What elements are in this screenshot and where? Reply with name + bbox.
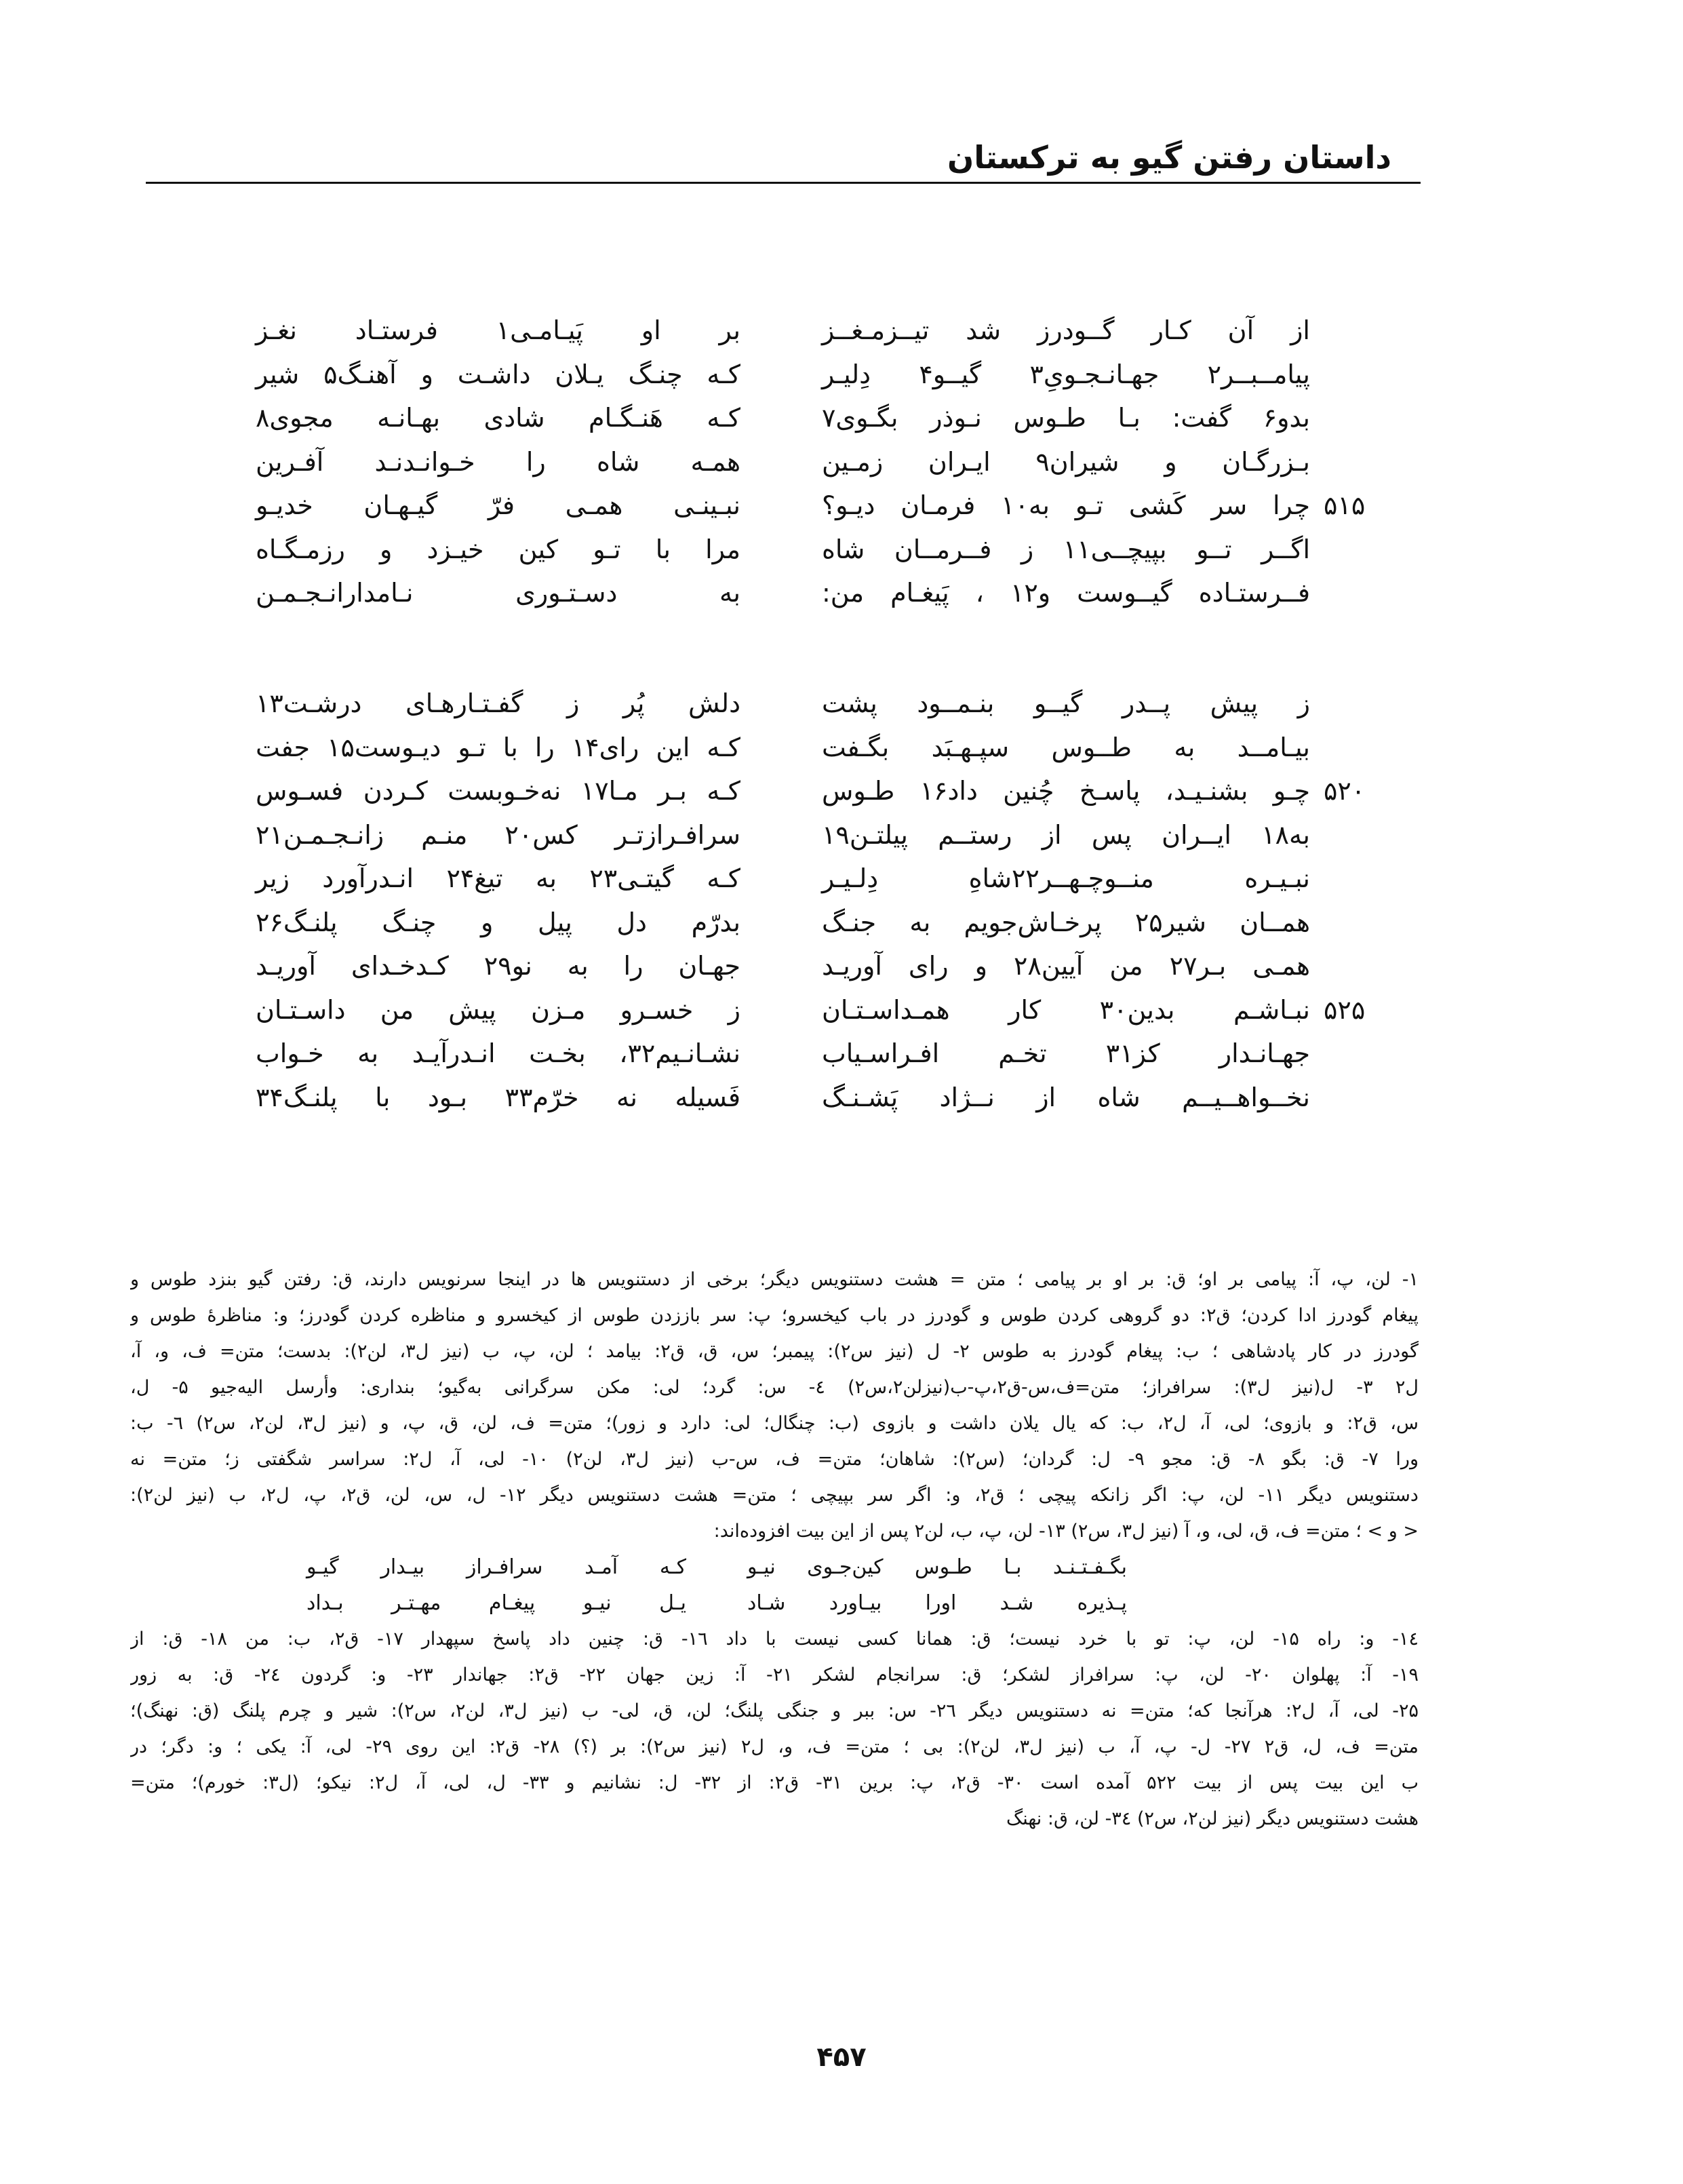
hemistich-second: به دسـتـوری نـامدارانـجـمـن: [256, 578, 740, 608]
hemistich-first: نبـیـره منــوچـهــر۲۲شاهِ دِلـیـر: [822, 863, 1310, 893]
hemistich-second: کـه هَنـگـام شادی بهـانـه مجوی۸: [256, 403, 740, 433]
couplet: [0, 1032, 1683, 1075]
footnote-line: ورا ۷- ق: بگو ۸- ق: مجو ۹- ل: گردان؛ (س۲): شاهان؛ متن= ف، س-ب (نیز ل۳، لن۲) ۱۰- لی، آ، ل۲: سراسر شگفتی ز؛ متن= نه: [130, 1449, 1419, 1470]
hemistich-second: یـل نیـو پیغـام مهـتـر بـداد: [306, 1591, 686, 1615]
couplet: [0, 857, 1683, 900]
couplet: [0, 353, 1683, 396]
footnote-line: ۲۵- لی، آ، ل۲: هرآنجا که؛ متن= نه دستنویس دیگر ۲٦- س: ببر و جنگی پلنگ؛ لن، ق، لی- ب (نیز ل۳، لن۲، س۲): شیر و چرم پلنگ (ق: نهنگ)؛: [130, 1700, 1419, 1721]
header-rule: [146, 182, 1421, 184]
hemistich-first: بدو۶ گفت: بـا طـوس نـوذر بگـوی۷: [822, 403, 1310, 433]
footnote-line: ۱۹- آ: پهلوان ۲۰- لن، پ: سرافراز لشکر؛ ق: سرانجام لشکر ۲۱- آ: زین جهان ۲۲- ق۲: جهاندار ۲۳- و: گردون ۲٤- ق: به زور: [130, 1664, 1419, 1685]
hemistich-second: کـه چنـگ یـلان داشـت و آهنـگ۵ شیر: [256, 359, 740, 389]
hemistich-second: جهـان را به نو۲۹ کـدخـدای آوریـد: [256, 951, 740, 981]
footnote-added-verse: [130, 1585, 1419, 1621]
footnote-line: دستنویس دیگر ۱۱- لن، پ: اگر زانکه پیچی ؛ ق۲، و: اگر سر بپیچی ؛ متن= هشت دستنویس دیگر ۱۲- ل، س، لن، ق۲، پ، ل۲، ب (نیز لن۲):: [130, 1485, 1419, 1506]
hemistich-second: نبـینـی همـی فرّ گیـهـان خدیـو: [256, 490, 740, 520]
hemistich-first: پـذیره شـد اورا بیـاورد شـاد: [747, 1591, 1127, 1615]
footnote-line: ب این بیت پس از بیت ۵۲۲ آمده است ۳۰- ق۲، پ: برین ۳۱- ق۲: از ۳۲- ل: نشانیم و ۳۳- ل، لی، آ، ل۲: نیکو؛ (ل۳: خورم)؛ متن=: [130, 1772, 1419, 1793]
hemistich-second: مرا با تـو کین خیـزد و رزمـگـاه: [256, 534, 740, 564]
footnote-line: پیغام گودرز ادا کردن؛ ق۲: دو گروهی کردن طوس و گودرز در باب کیخسرو؛ پ: سر باززدن طوس از کیخسرو و مناظره کردن گودرز؛ و: مناظرهٔ طوس و: [130, 1305, 1419, 1326]
hemistich-second: کـه گیتـی۲۳ به تیغ۲۴ انـدرآورد زیر: [256, 863, 741, 893]
couplet: [0, 944, 1683, 988]
hemistich-first: نخــواهــیــم شاه از نــژاد پَشـنـگ: [822, 1082, 1310, 1112]
hemistich-first: پیامــبــر۲ جهـانـجـویِ۳ گیــو۴ دِلیـر: [822, 359, 1310, 389]
footnote-line: ل۲ ۳- ل(نیز ل۳): سرافراز؛ متن=ف،س-ق۲،پ-ب(نیزلن۲،س۲) ٤- س: گرد؛ لی: مکن سرگرانی به‌گیو؛ بنداری: وأرسل الیه‌جیو ۵- ل،: [130, 1377, 1419, 1398]
footnote-line: متن= ف، ل، ق۲ ۲۷- ل- پ، آ، ب (نیز ل۳، لن۲): بی ؛ متن= ف، و، ل۲ (نیز س۲): بر (؟) ۲۸- ق۲: این روی ۲۹- لی، آ: یکی ؛ و: دگر؛ در: [130, 1736, 1419, 1757]
hemistich-first: اگــر تــو بپیچــی۱۱ ز فــرمــان شاه: [822, 534, 1310, 564]
footnotes: [130, 1262, 1419, 1837]
hemistich-first: فــرستـاده گیــوست و۱۲ ، پَیغـام من:: [822, 578, 1310, 608]
hemistich-first: چـو بشنـیـد، پاسـخ چُنین داد۱۶ طـوس: [822, 776, 1310, 806]
hemistich-first: چرا سر کَشی تـو به۱۰ فرمـان دیـو؟: [822, 490, 1310, 520]
hemistich-first: به۱۸ ایــران پس از رستــم پیلتـن۱۹: [822, 819, 1310, 850]
couplet: [0, 682, 1683, 725]
hemistich-first: همــان شیر۲۵ پرخـاش‌جویم به جنـگ: [822, 907, 1310, 937]
couplet: [0, 1076, 1683, 1119]
couplet: [0, 901, 1683, 944]
footnote-line: گودرز در کار پادشاهی ؛ ب: پیغام گودرز به طوس ۲- ل (نیز س۲): پیمبر؛ س، ق، ق۲: بیامد ؛ لن، پ، ب (نیز ل۳، لن۲): بدست؛ متن= ف، و، آ،: [130, 1341, 1419, 1362]
couplet: [0, 484, 1683, 527]
hemistich-first: از آن کـار گــودرز شد تیــزمـغــز: [822, 315, 1310, 345]
couplet: [0, 726, 1683, 769]
hemistich-second: فَسیله نه خرّم۳۳ بـود با پلنـگ۳۴: [256, 1082, 740, 1112]
footnote-line: ۱٤- و: راه ۱۵- لن، پ: تو با خرد نیست؛ ق: همانا کسی نیست با داد ۱٦- ق: چنین داد پاسخ سپهدار ۱۷- ق۲، ب: من ۱۸- ق: از: [130, 1629, 1419, 1650]
hemistich-first: ز پیش پــدر گیــو بنـمــود پشت: [822, 688, 1310, 718]
couplet: [0, 988, 1683, 1032]
couplet: [0, 396, 1683, 440]
hemistich-first: جهـانـدار کز۳۱ تخـم افـراسـیاب: [822, 1038, 1311, 1068]
couplet: [0, 440, 1683, 484]
footnote-added-verse: [130, 1549, 1419, 1585]
verse-number: ۵۲۵: [1324, 994, 1366, 1025]
couplet: [0, 813, 1683, 857]
hemistich-second: سرافـرازتـر کس۲۰ منـم زانـجـمـن۲۱: [256, 819, 740, 850]
hemistich-first: نبـاشـم بدین۳۰ کار همـداسـتـان: [822, 994, 1310, 1025]
hemistich-first: بـزرگـان و شیران۹ ایـران زمـین: [822, 446, 1310, 477]
hemistich-first: بیـامــد به طــوس سپـهـبَد بگـفت: [822, 732, 1310, 762]
footnote-line: هشت دستنویس دیگر (نیز لن۲، س۲) ۳٤- لن، ق: نهنگ: [1006, 1808, 1419, 1829]
running-title: داستان رفتن گیو به ترکستان: [947, 139, 1391, 176]
verse-number: ۵۱۵: [1324, 490, 1366, 520]
couplet: [0, 769, 1683, 813]
footnote-line: ۱- لن، پ، آ: پیامی بر او؛ ق: بر او بر پیامی ؛ متن = هشت دستنویس دیگر؛ برخی از دستنویس ها در اینجا سرنویس دارند، ق: رفتن گیو بنزد طوس و: [130, 1269, 1419, 1290]
couplet: [0, 528, 1683, 571]
hemistich-second: ز خسـرو مـزن پیش من داسـتـان: [256, 994, 740, 1025]
hemistich-second: بدرّم دل پیل و چنـگ پلنـگ۲۶: [256, 907, 740, 937]
page-number: ۴۵۷: [816, 2042, 867, 2073]
hemistich-first: بگـفـتـنـد بـا طـوس کین‌جـوی نیـو: [747, 1555, 1127, 1579]
hemistich-first: همـی بـر۲۷ من آیین۲۸ و رای آوریـد: [822, 951, 1311, 981]
footnote-line: < و > ؛ متن= ف، ق، لی، و، آ (نیز ل۳، س۲) ۱۳- لن، پ، ب، لن۲ پس از این بیت افزوده‌اند:: [713, 1521, 1419, 1542]
verse-number: ۵۲۰: [1324, 776, 1366, 806]
hemistich-second: کـه این رای۱۴ را با تـو دیـوست۱۵ جفت: [256, 732, 741, 762]
hemistich-second: بر او پَیـامـی۱ فرستـاد نغـز: [256, 315, 740, 345]
couplet: [0, 309, 1683, 352]
hemistich-second: دلش پُر ز گفـتـارهـای درشـت۱۳: [256, 688, 740, 718]
hemistich-second: نشـانـیم۳۲، بخـت انـدرآیـد به خـواب: [256, 1038, 740, 1068]
hemistich-second: کـه آمـد سرافـراز بیـدار گیـو: [306, 1555, 686, 1579]
footnote-line: س، ق۲: و بازوی؛ لی، آ، ل۲، ب: که یال یلان داشت و بازوی (ب: چنگال؛ لی: دارد و زور)؛ متن= ف، لن، ق، پ، و (نیز ل۳، لن۲، س۲) ٦- ب:: [130, 1413, 1419, 1434]
hemistich-second: همـه شاه را خـوانـدنـد آفـرین: [256, 446, 740, 477]
couplet: [0, 571, 1683, 615]
hemistich-second: کـه بـر مـا۱۷ نه‌خـوبست کـردن فسـوس: [256, 776, 741, 806]
